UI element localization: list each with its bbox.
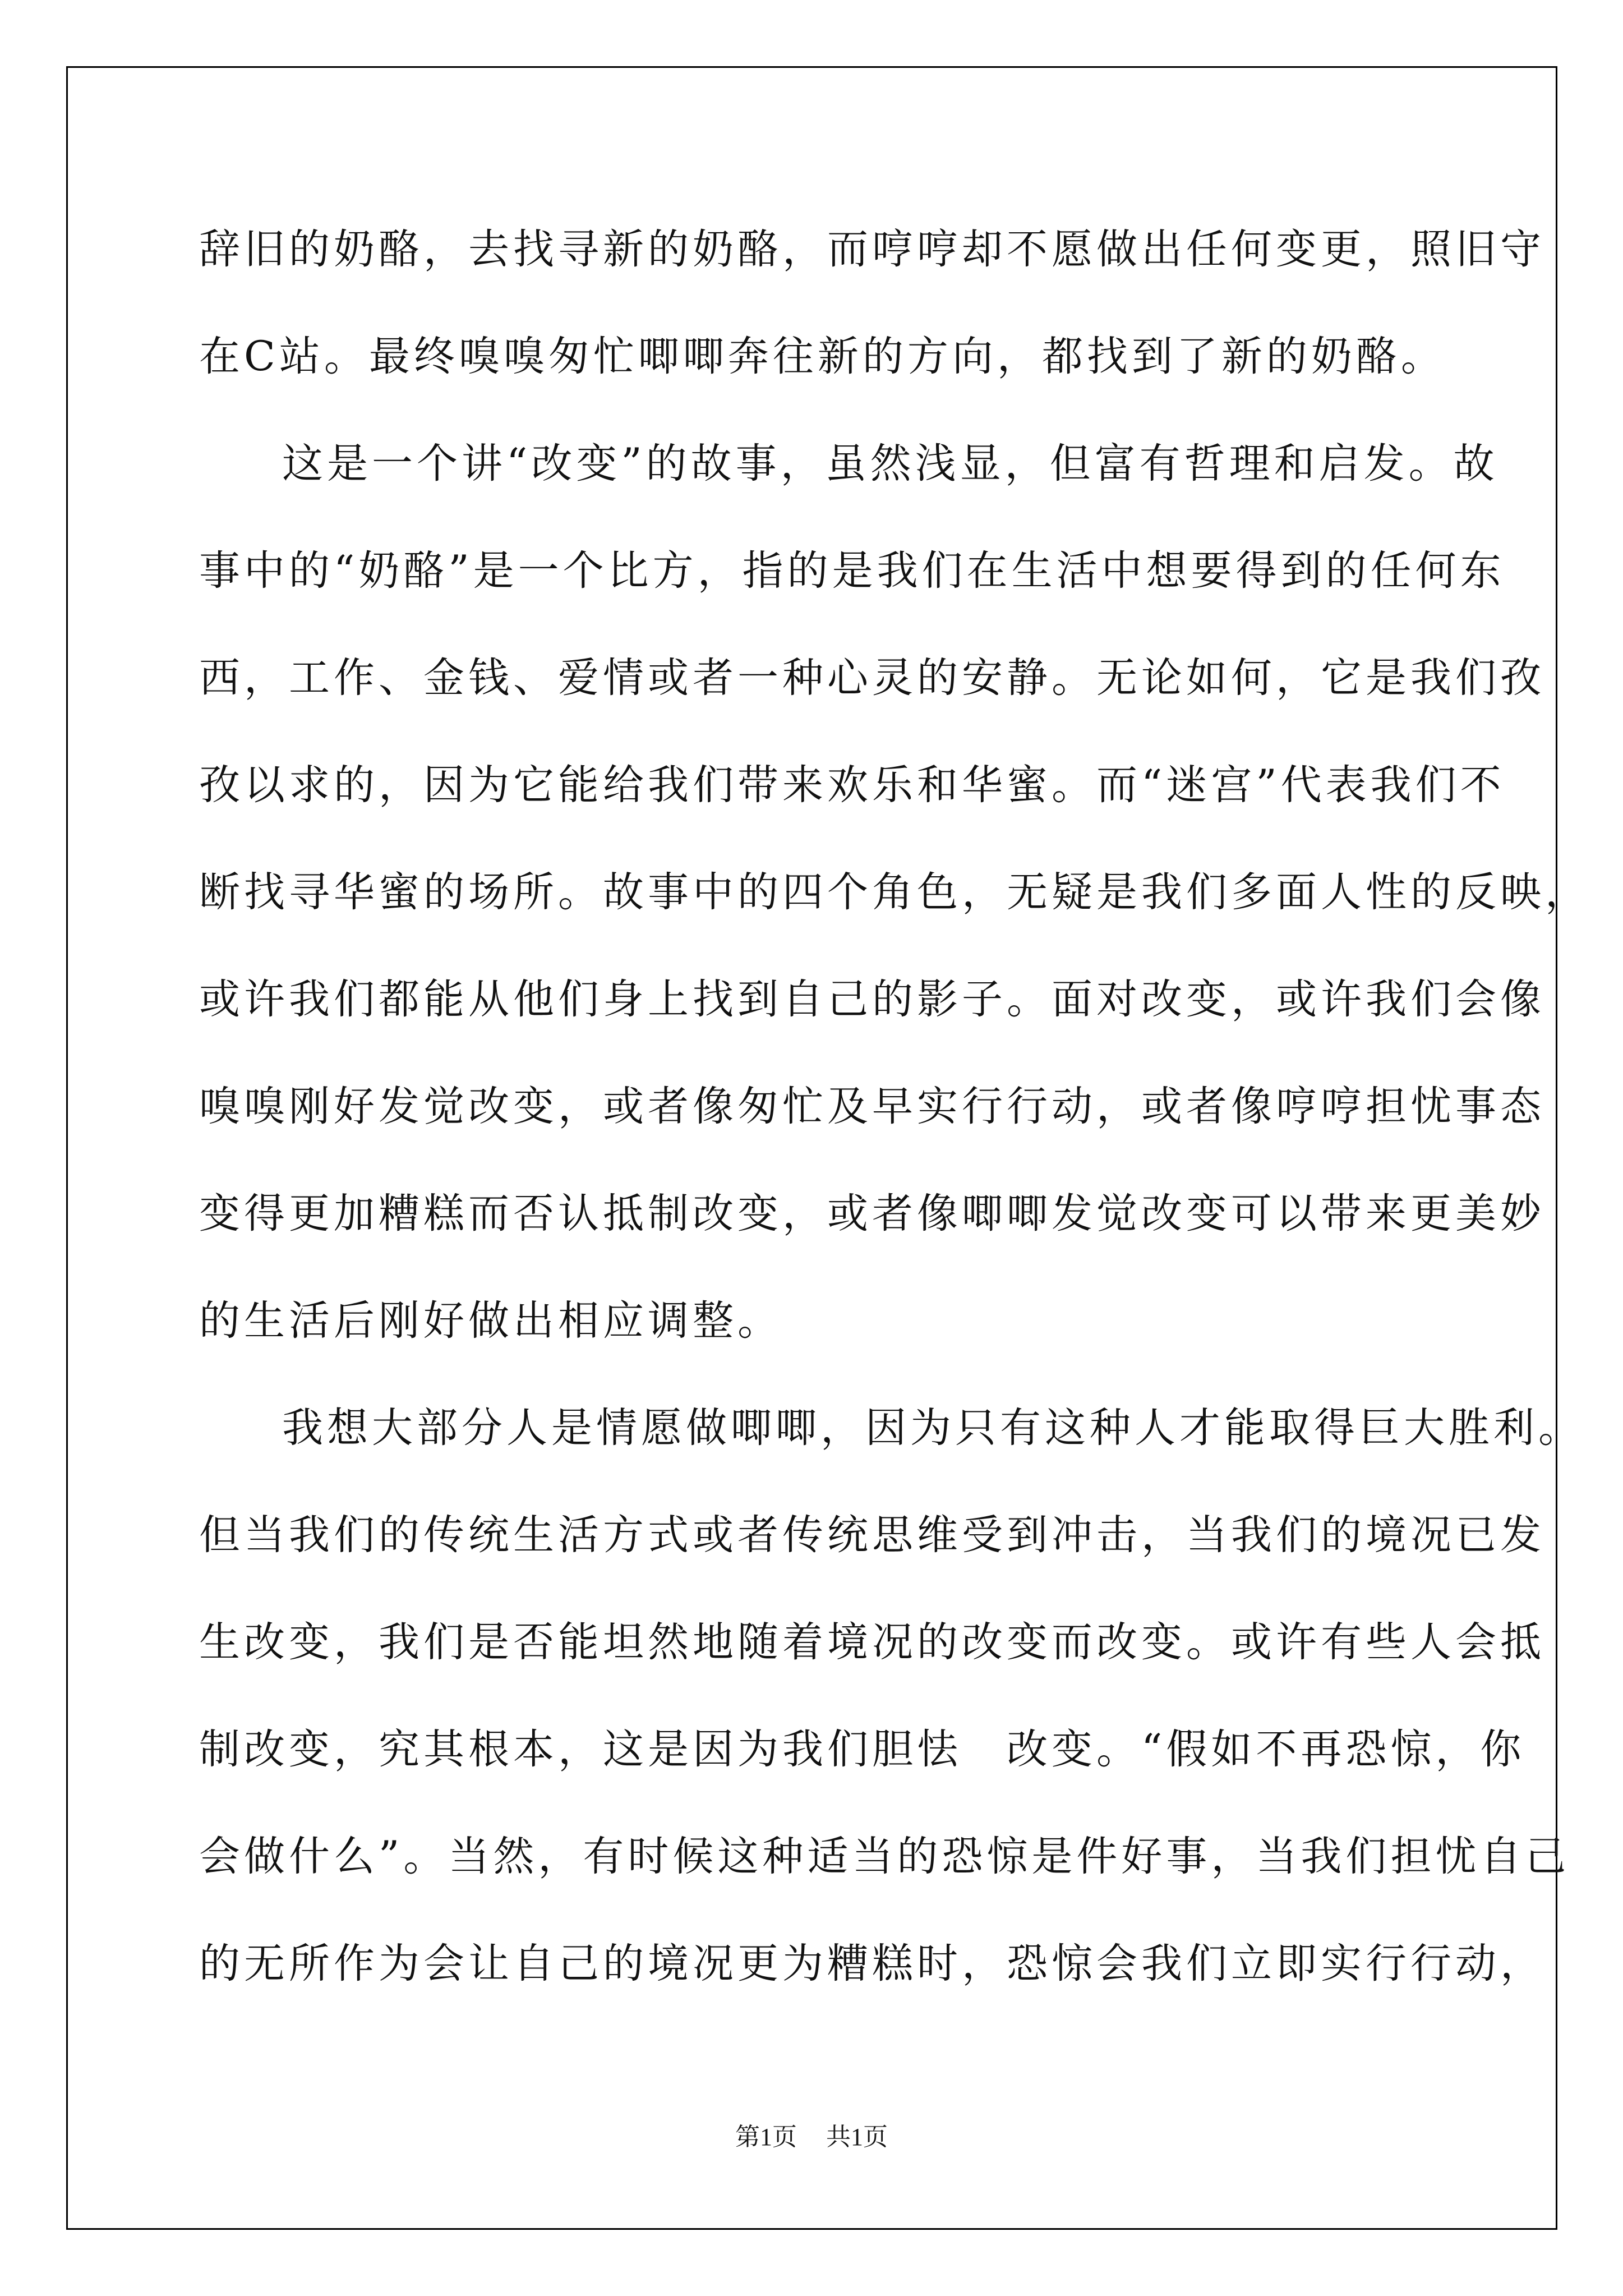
- page-border: [66, 66, 1590, 2230]
- text-line: 这是一个讲“改变”的故事，虽然浅显，但富有哲理和启发。故: [282, 440, 1498, 487]
- text-line: 制改变，究其根本，这是因为我们胆怯 改变。“假如不再恐惊，你: [199, 1726, 1525, 1773]
- page-number: 第1页: [735, 2123, 797, 2151]
- text-line: 会做什么”。当然，有时候这种适当的恐惊是件好事，当我们担忧自己: [199, 1833, 1570, 1880]
- text-line: 的无所作为会让自己的境况更为糟糕时，恐惊会我们立即实行行动，: [199, 1940, 1545, 1987]
- page-footer: [0, 2120, 1623, 2154]
- text-line: 变得更加糟糕而否认抵制改变，或者像唧唧发觉改变可以带来更美妙: [199, 1190, 1545, 1237]
- page-total: 共1页: [826, 2123, 888, 2151]
- text-line: 生改变，我们是否能坦然地随着境况的改变而改变。或许有些人会抵: [199, 1618, 1545, 1666]
- text-line: 但当我们的传统生活方式或者传统思维受到冲击，当我们的境况已发: [199, 1511, 1545, 1559]
- text-line: 孜以求的，因为它能给我们带来欢乐和华蜜。而“迷宫”代表我们不: [199, 761, 1505, 809]
- text-line: 我想大部分人是情愿做唧唧，因为只有这种人才能取得巨大胜利。: [282, 1404, 1583, 1452]
- text-line: 或许我们都能从他们身上找到自己的影子。面对改变，或许我们会像: [199, 976, 1545, 1023]
- text-line: 在C站。最终嗅嗅匆忙唧唧奔往新的方向，都找到了新的奶酪。: [199, 333, 1446, 380]
- text-line: 西，工作、金钱、爱情或者一种心灵的安静。无论如何，它是我们孜: [199, 654, 1545, 702]
- text-line: 断找寻华蜜的场所。故事中的四个角色，无疑是我们多面人性的反映，: [199, 868, 1590, 916]
- text-line: 辞旧的奶酪，去找寻新的奶酪，而哼哼却不愿做出任何变更，照旧守: [199, 226, 1545, 273]
- text-line: 嗅嗅刚好发觉改变，或者像匆忙及早实行行动，或者像哼哼担忧事态: [199, 1083, 1545, 1130]
- text-line: 的生活后刚好做出相应调整。: [199, 1297, 782, 1345]
- text-line: 事中的“奶酪”是一个比方，指的是我们在生活中想要得到的任何东: [199, 547, 1505, 595]
